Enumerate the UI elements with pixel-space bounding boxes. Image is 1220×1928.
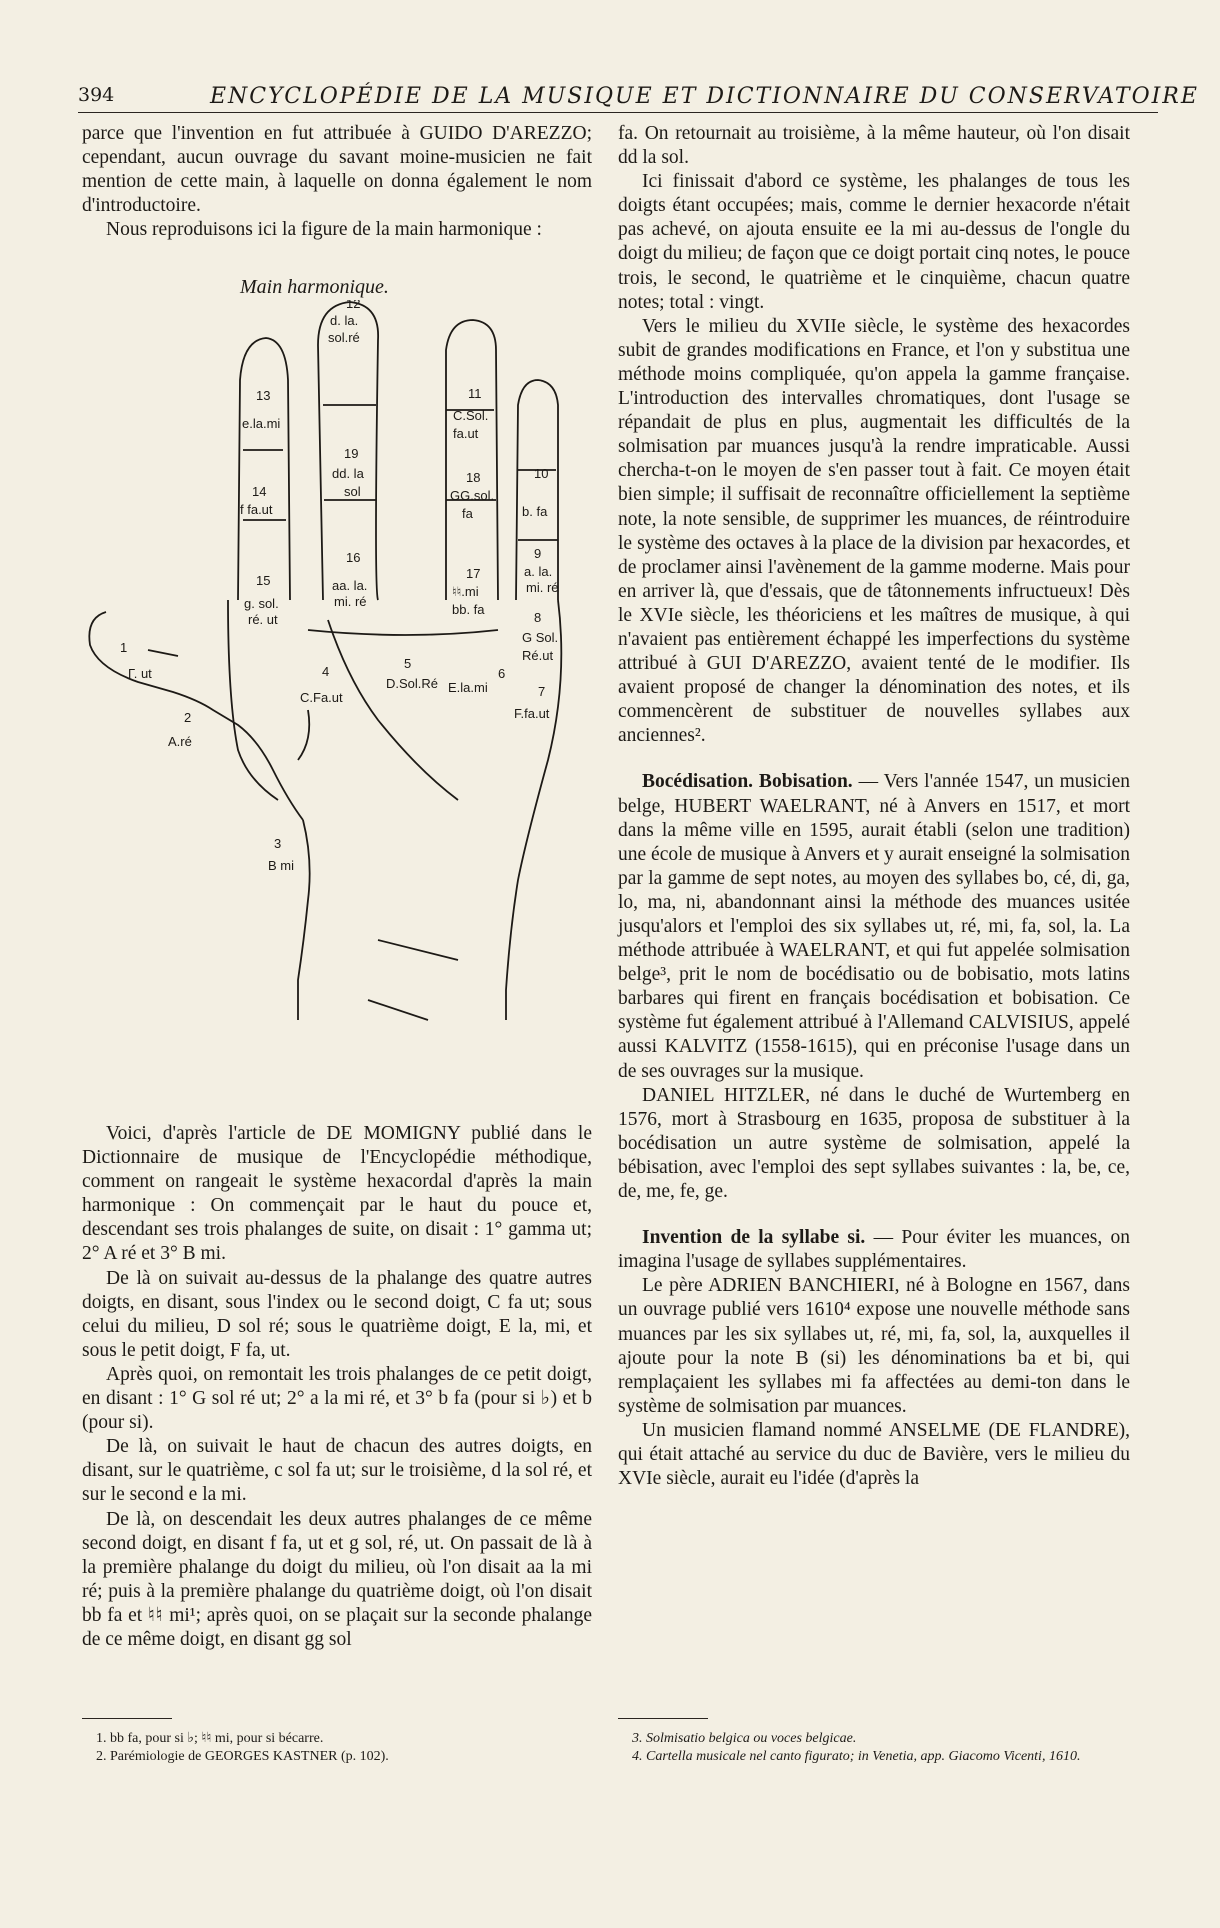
running-title: ENCYCLOPÉDIE DE LA MUSIQUE ET DICTIONNAIRE DU CONSERVATOIRE bbox=[210, 84, 1199, 109]
harmonic-hand-figure bbox=[78, 300, 588, 1100]
label-17b: bb. fa bbox=[452, 602, 485, 617]
label-num-11: 11 bbox=[468, 386, 482, 401]
label-num-1: 1 bbox=[120, 640, 128, 655]
left-column-top bbox=[82, 122, 592, 242]
footnote-rule bbox=[618, 1718, 708, 1719]
paragraph: Vers le milieu du XVIIe siècle, le système des hexacordes subit de grandes modifications en France, et l'on y substitua une méthode moins compliquée, qu'on appela la gamme française. L'introduction des intervalles chromatiques, dont l'usage se répandait de plus en plus, augmentait les difficultés de la solmisation par muances jusqu'à la rendre impraticable. Aussi chercha-t-on le moyen de s'en passer tout à fait. Ce moyen était bien simple; il suffisait de reconnaître officiellement la septième note, la note sensible, de supprimer les muances, de réintroduire le système des octaves à la place de la division par hexacordes, et de proclamer ainsi l'avènement de la gamme moderne. Mais pour en arriver là, que d'essais, que de tâtonnements infructueux! Dès le XVIe siècle, les théoriciens et les maîtres de musique, à qui n'avaient pas entièrement échappé les imperfections du système attribué à GUI D'AREZZO, avaient tenté de le modifier. Ils avaient proposé de changer la dénomination des notes, et ils commencèrent de substituer de nouvelles syllabes aux anciennes². bbox=[618, 315, 1130, 747]
label-num-3: 3 bbox=[274, 836, 282, 851]
paragraph: Voici, d'après l'article de DE MOMIGNY publié dans le Dictionnaire de musique de l'Encyclopédie méthodique, comment on rangeait le système hexacordal d'après la main harmonique : On commençait par le haut du pouce et, descendant ses trois phalanges de suite, on disait : 1° gamma ut; 2° A ré et 3° B mi. bbox=[82, 1123, 592, 1265]
label-num-4: 4 bbox=[322, 664, 330, 679]
label-7: F.fa.ut bbox=[514, 706, 550, 721]
footnote: 3. Solmisatio belgica ou voces belgicae. bbox=[632, 1731, 857, 1746]
paragraph: Un musicien flamand nommé ANSELME (DE FLANDRE), qui était attaché au service du duc de Bavière, vers le milieu du XVIe siècle, aurait eu l'idée (d'après la bbox=[618, 1419, 1130, 1490]
figure-caption: Main harmonique. bbox=[240, 276, 389, 298]
label-num-7: 7 bbox=[538, 684, 546, 699]
label-5: D.Sol.Ré bbox=[386, 676, 439, 691]
label-16a: aa. la. bbox=[332, 578, 368, 593]
paragraph: Après quoi, on remontait les trois phalanges de ce petit doigt, en disant : 1° G sol ré ut; 2° a la mi ré, et 3° b fa (pour si ♭) et b (pour si). bbox=[82, 1363, 592, 1434]
footnote: 2. Parémiologie de GEORGES KASTNER (p. 102). bbox=[96, 1749, 389, 1764]
left-column-bottom bbox=[82, 1122, 592, 1652]
running-header bbox=[78, 82, 1199, 113]
label-num-17: 17 bbox=[466, 566, 481, 581]
label-15a: g. sol. bbox=[244, 596, 279, 611]
footnotes-right bbox=[632, 1730, 1128, 1766]
paragraph: Le père ADRIEN BANCHIERI, né à Bologne en 1567, dans un ouvrage publié vers 1610⁴ expose une nouvelle méthode sans muances par les six syllabes ut, ré, mi, fa, sol, la, auxquelles il ajoute pour la note B (si) les dénominations ba et bi, qui remplaçaient les syllabes mi fa affectées au demi-ton dans le système de solmisation par muances. bbox=[618, 1275, 1130, 1417]
label-num-16: 16 bbox=[346, 550, 361, 565]
label-8b: Ré.ut bbox=[522, 648, 554, 663]
paragraph: Ici finissait d'abord ce système, les phalanges de tous les doigts étant occupées; mais, comme le dernier hexacorde n'était pas achevé, on ajouta ensuite ee la mi au-dessus de l'ongle du doigt du milieu; de façon que ce doigt portait cinq notes, le pouce trois, le second, le quatrième et le cinquième, chacun quatre notes; total : vingt. bbox=[618, 171, 1130, 313]
label-19a: dd. la bbox=[332, 466, 364, 481]
footnote-rule bbox=[82, 1718, 172, 1719]
label-8a: G Sol. bbox=[522, 630, 559, 645]
footnote: 1. bb fa, pour si ♭; ♮♮ mi, pour si bécarre. bbox=[96, 1731, 324, 1746]
hand-outline bbox=[89, 302, 561, 1020]
section-text: — Pour éviter les muances, on imagina l'usage de syllabes supplémentaires. bbox=[618, 1227, 1130, 1273]
label-3: B mi bbox=[268, 858, 294, 873]
label-11b: fa.ut bbox=[453, 426, 479, 441]
label-num-14: 14 bbox=[252, 484, 267, 499]
right-column bbox=[618, 122, 1130, 1491]
label-num-15: 15 bbox=[256, 573, 271, 588]
label-10: b. fa bbox=[522, 504, 548, 519]
paragraph: fa. On retournait au troisième, à la même hauteur, où l'on disait dd la sol. bbox=[618, 123, 1130, 169]
paragraph: De là, on suivait le haut de chacun des autres doigts, en disant, sur le quatrième, c sol fa ut; sur le troisième, d la sol ré, et sur le second e la mi. bbox=[82, 1436, 592, 1506]
paragraph: DANIEL HITZLER, né dans le duché de Wurtemberg en 1576, mort à Strasbourg en 1635, proposa de substituer à la bocédisation un autre système de solmisation, appelé la bébisation, avec l'emploi des sept syllabes suivantes : la, be, ce, de, me, fe, ge. bbox=[618, 1084, 1130, 1203]
paragraph: De là on suivait au-dessus de la phalange des quatre autres doigts, en disant, sous l'index ou le second doigt, C fa ut; sous celui du milieu, D sol ré; sous le quatrième doigt, E la, mi, et sous le petit doigt, F fa, ut. bbox=[82, 1267, 592, 1361]
label-18b: fa bbox=[462, 506, 473, 521]
label-18a: GG.sol. bbox=[450, 488, 495, 503]
paragraph: Nous reproduisons ici la figure de la main harmonique : bbox=[106, 219, 542, 241]
page-number: 394 bbox=[78, 84, 115, 106]
label-6: E.la.mi bbox=[448, 680, 488, 695]
section-text: — Vers l'année 1547, un musicien belge, HUBERT WAELRANT, né à Anvers en 1517, et mort dans la même ville en 1595, aurait établi (selon une tradition) une école de musique à Anvers et y aurait enseigné la solmisation par la gamme de sept notes, au moyen des syllabes bo, cé, di, ga, lo, ma, ni, abandonnant ainsi la méthode des muances usitée jusqu'alors et l'emploi des six syllabes ut, ré, mi, fa, sol, la. La méthode attribuée à WAELRANT, et qui fut appelée solmisation belge³, prit le nom de bocédisatio ou de bobisatio, mots latins barbares qui firent en français bocédisation et bobisation. Ce système fut également attribué à l'Allemand CALVISIUS, appelé aussi KALVITZ (1558-1615), qui en préconise l'usage dans un de ses ouvrages sur la musique. bbox=[618, 771, 1130, 1082]
label-num-9: 9 bbox=[534, 546, 542, 561]
label-num-18: 18 bbox=[466, 470, 481, 485]
label-1: Γ. ut bbox=[128, 666, 152, 681]
label-num-2: 2 bbox=[184, 710, 192, 725]
label-19b: sol bbox=[344, 484, 361, 499]
label-2: A.ré bbox=[168, 734, 192, 749]
paragraph: parce que l'invention en fut attribuée à GUIDO D'AREZZO; cependant, aucun ouvrage du savant moine-musicien ne fait mention de cette main, à laquelle on donna également le nom d'introductoire. bbox=[82, 123, 592, 217]
label-13: e.la.mi bbox=[242, 416, 281, 431]
label-num-10: 10 bbox=[534, 466, 549, 481]
label-num-6: 6 bbox=[498, 666, 506, 681]
label-num-12: 12 bbox=[346, 300, 361, 311]
label-num-19: 19 bbox=[344, 446, 359, 461]
footnotes-left bbox=[96, 1730, 590, 1766]
label-12a: d. la. bbox=[330, 313, 359, 328]
footnote: 4. Cartella musicale nel canto figurato; in Venetia, app. Giacomo Vicenti, 1610. bbox=[632, 1749, 1081, 1764]
label-16b: mi. ré bbox=[334, 594, 367, 609]
label-9b: mi. ré bbox=[526, 580, 559, 595]
label-15b: ré. ut bbox=[248, 612, 278, 627]
hand-labels bbox=[120, 300, 559, 873]
label-11a: C.Sol. bbox=[453, 408, 489, 423]
section-bocedisation bbox=[618, 770, 1130, 1083]
label-17a: ♮♮.mi bbox=[452, 584, 479, 599]
paragraph: De là, on descendait les deux autres phalanges de ce même second doigt, en disant f fa, ut et g sol, ré, ut. On passait de là à la première phalange du doigt du milieu, où l'on disait aa la mi ré; puis à la première phalange du quatrième doigt, où l'on disait bb fa et ♮♮ mi¹; après quoi, on se plaçait sur la seconde phalange de ce même doigt, en disant gg sol bbox=[82, 1508, 592, 1650]
label-num-13: 13 bbox=[256, 388, 271, 403]
section-syllabe-si bbox=[618, 1226, 1130, 1274]
label-12b: sol.ré bbox=[328, 330, 360, 345]
label-14: f fa.ut bbox=[240, 502, 273, 517]
label-9a: a. la. bbox=[524, 564, 553, 579]
label-num-8: 8 bbox=[534, 610, 542, 625]
section-title: Invention de la syllabe si. bbox=[642, 1227, 866, 1249]
label-4: C.Fa.ut bbox=[300, 690, 343, 705]
label-num-5: 5 bbox=[404, 656, 412, 671]
section-title: Bocédisation. Bobisation. bbox=[642, 771, 853, 793]
